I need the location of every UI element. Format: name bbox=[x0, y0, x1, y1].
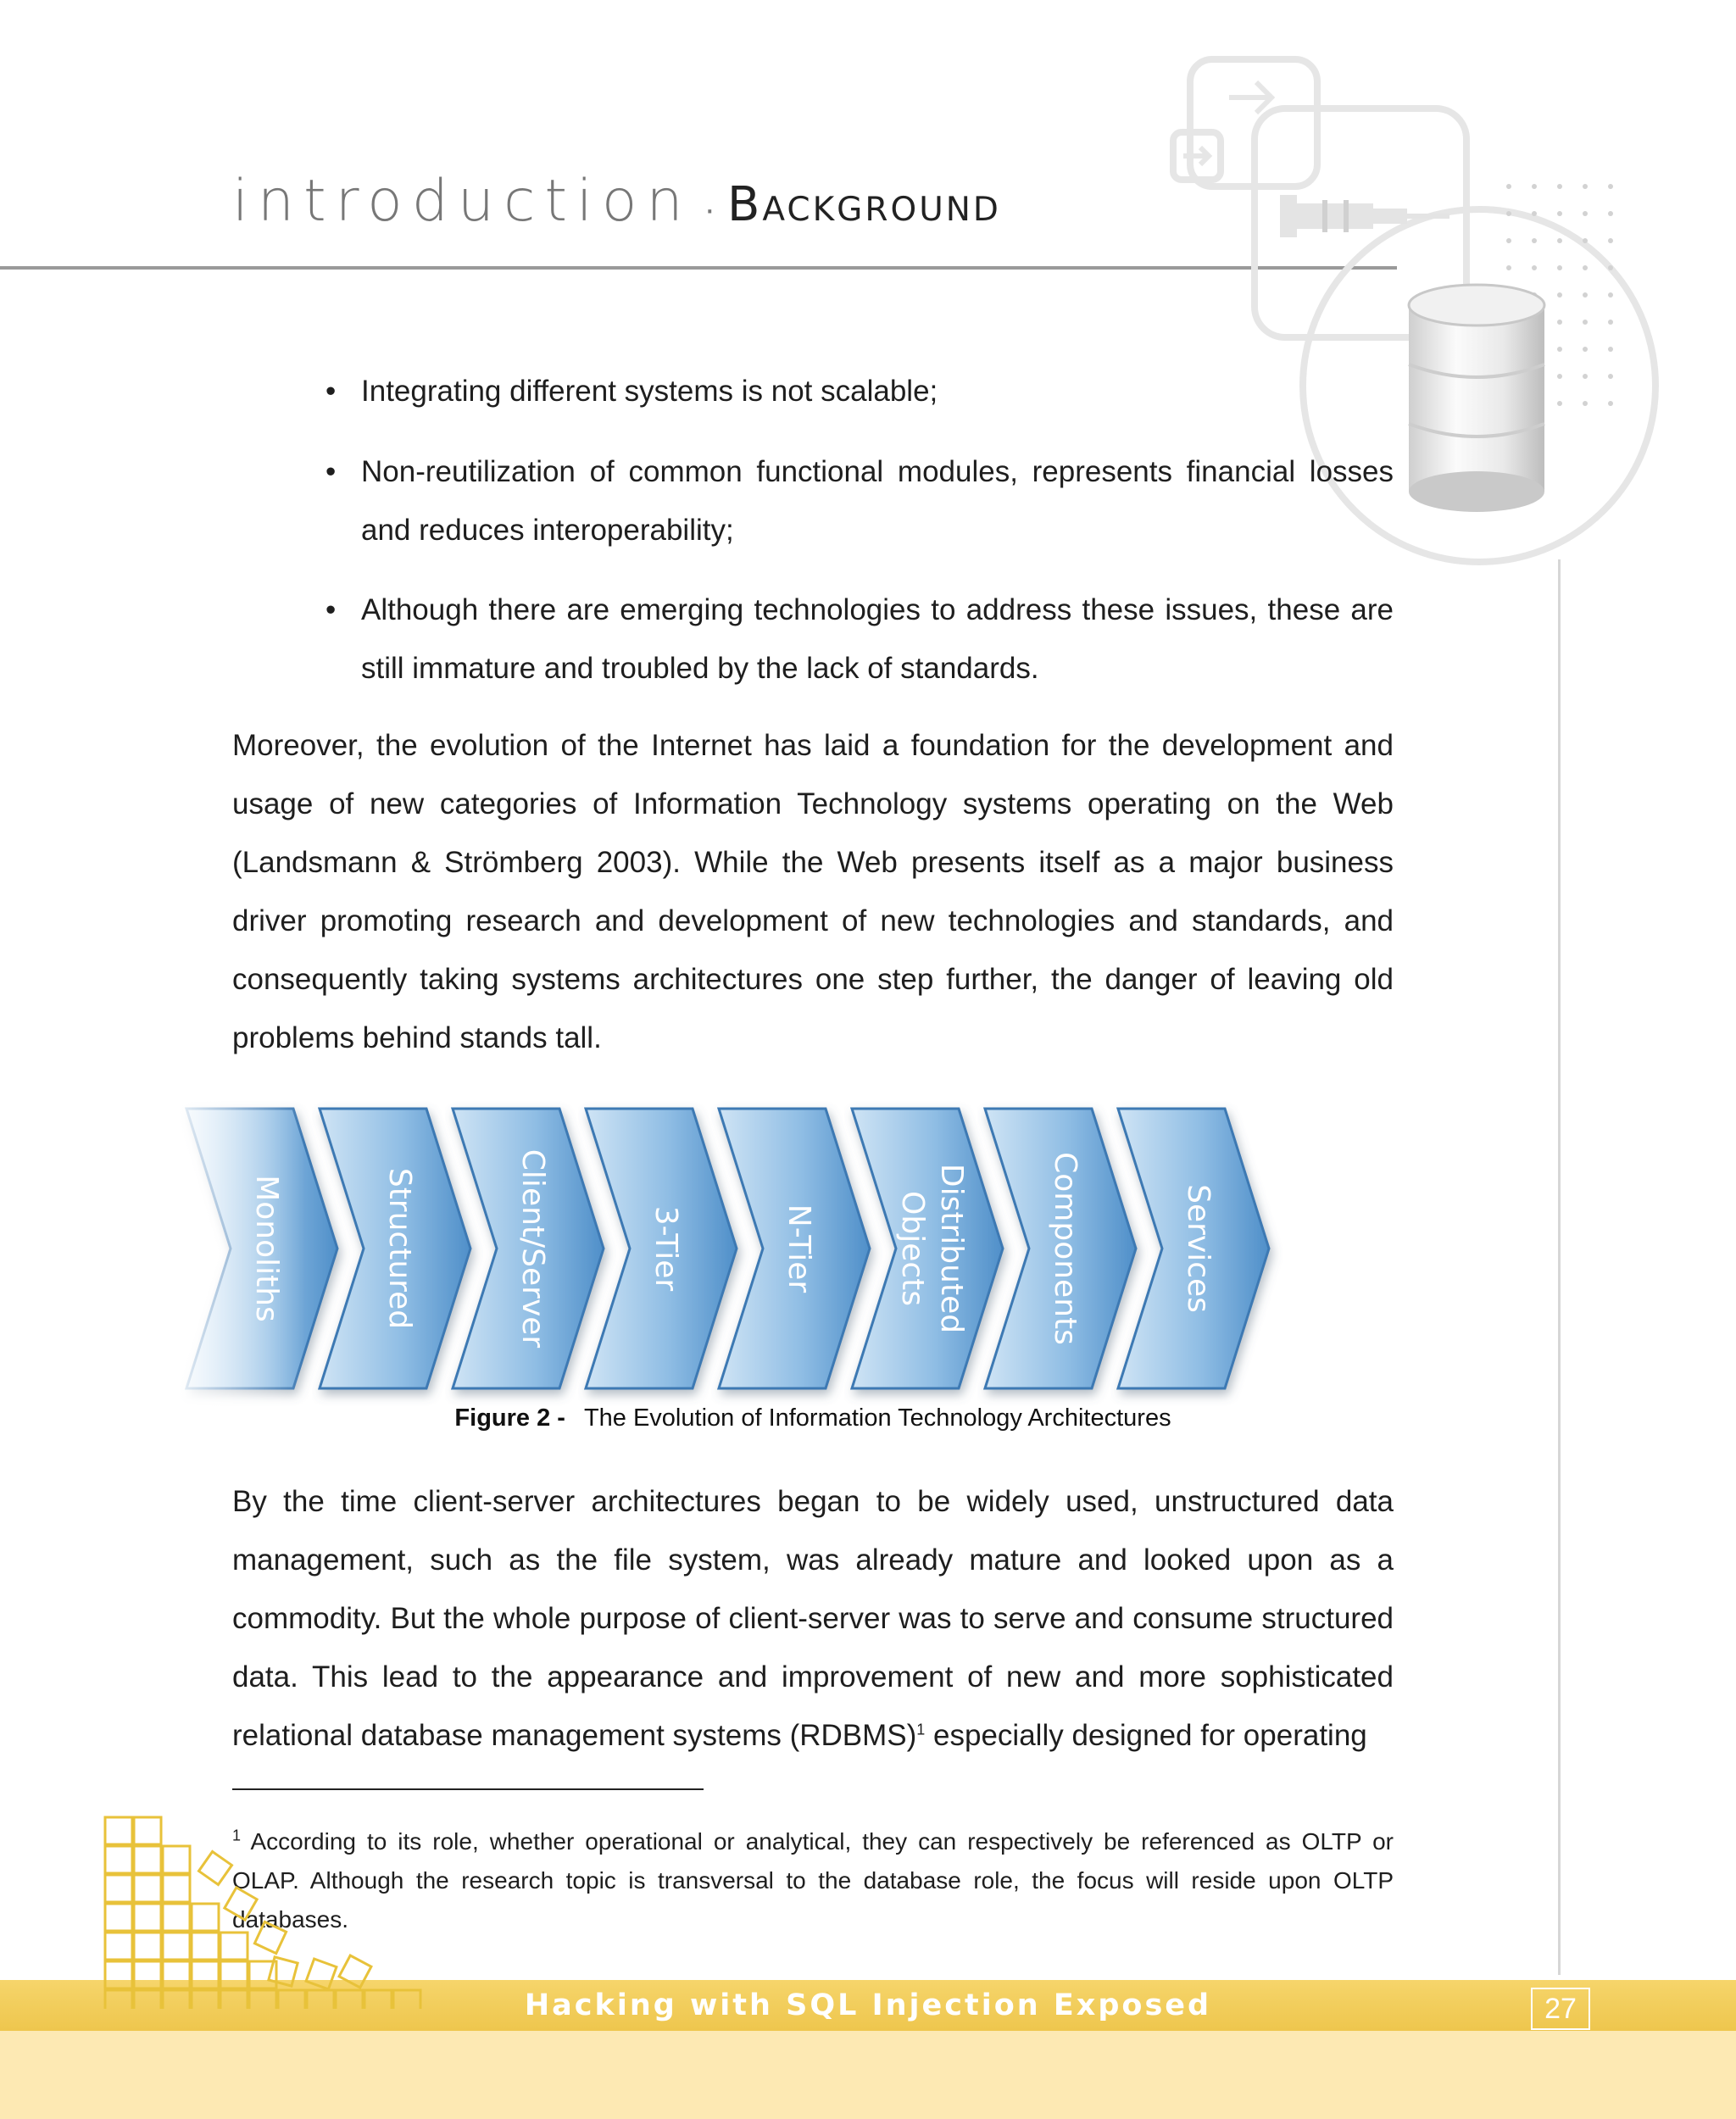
bullet-glyph: • bbox=[326, 455, 337, 488]
paragraph-text: By the time client-server architectures began to be widely used, unstructured data management, such as the file system, was already mature and looked upon as a commodity. But the whole purpose of client-server was to serve and consume structured data. This lead to the appearance and improvement of new and more sophisticated relational database management systems (RDBMS) bbox=[232, 1485, 1394, 1752]
figure-label: Figure 2 - bbox=[454, 1404, 565, 1432]
chevron-stage-label: 3-Tier bbox=[648, 1205, 683, 1292]
chevron-stage-label: Structured bbox=[382, 1167, 417, 1330]
right-margin-rule bbox=[1558, 559, 1561, 1975]
chevron-stage-label: Client/Server bbox=[515, 1148, 550, 1349]
footnote-text: According to its role, whether operational or analytical, they can respectively be referenced as OLTP or OLAP. Although the research topic is transversal to the database role, the focus will reside upon OLTP databases. bbox=[232, 1828, 1394, 1933]
running-header bbox=[232, 168, 1001, 244]
tumbling-blocks-decoration-icon bbox=[102, 1814, 424, 2009]
chevron-stage-label: Components bbox=[1048, 1152, 1082, 1345]
bullet-text: Integrating different systems is not scalable; bbox=[361, 375, 938, 408]
paragraph bbox=[232, 1472, 1394, 1765]
header-chapter: Background bbox=[726, 177, 1001, 232]
header-section: introduction bbox=[232, 168, 693, 235]
bullet-glyph: • bbox=[326, 593, 337, 626]
page-number: 27 bbox=[1531, 1988, 1590, 2030]
paragraph-text-after: especially designed for operating bbox=[925, 1719, 1367, 1752]
bullet-item bbox=[326, 362, 1394, 420]
footer-book-title: Hacking with SQL Injection Exposed bbox=[524, 1988, 1212, 2022]
figure-caption-text: The Evolution of Information Technology Architectures bbox=[583, 1404, 1171, 1432]
paragraph: Moreover, the evolution of the Internet has laid a foundation for the development and usage of new categories of Information Technology systems operating on the Web (Landsmann & Strömberg 2003). While the Web presents itself as a major business driver promoting research and development of new technologies and standards, and consequently taking systems architectures one step further, the danger of leaving old problems behind stands tall. bbox=[232, 729, 1394, 1054]
header-separator: · bbox=[704, 191, 715, 228]
chevron-stage-label: N-Tier bbox=[782, 1204, 816, 1293]
bullet-item bbox=[326, 442, 1394, 559]
bullet-text: Non-reutilization of common functional modules, represents financial losses and reduces interoperability; bbox=[361, 455, 1394, 547]
footnote-rule bbox=[232, 1788, 704, 1790]
footnote-reference[interactable]: 1 bbox=[916, 1721, 926, 1738]
bullet-text: Although there are emerging technologies to address these issues, these are still immature and troubled by the lack of standards. bbox=[361, 593, 1394, 685]
architecture-evolution-figure bbox=[161, 1093, 1407, 1407]
chevron-stage-label: Services bbox=[1181, 1184, 1216, 1313]
figure-caption bbox=[232, 1404, 1394, 1432]
chevron-stage-label: DistributedObjects bbox=[895, 1163, 969, 1334]
bullet-item bbox=[326, 581, 1394, 698]
bullet-glyph: • bbox=[326, 375, 337, 408]
footnote-number: 1 bbox=[232, 1827, 242, 1844]
footer-lower-band bbox=[0, 2031, 1736, 2119]
